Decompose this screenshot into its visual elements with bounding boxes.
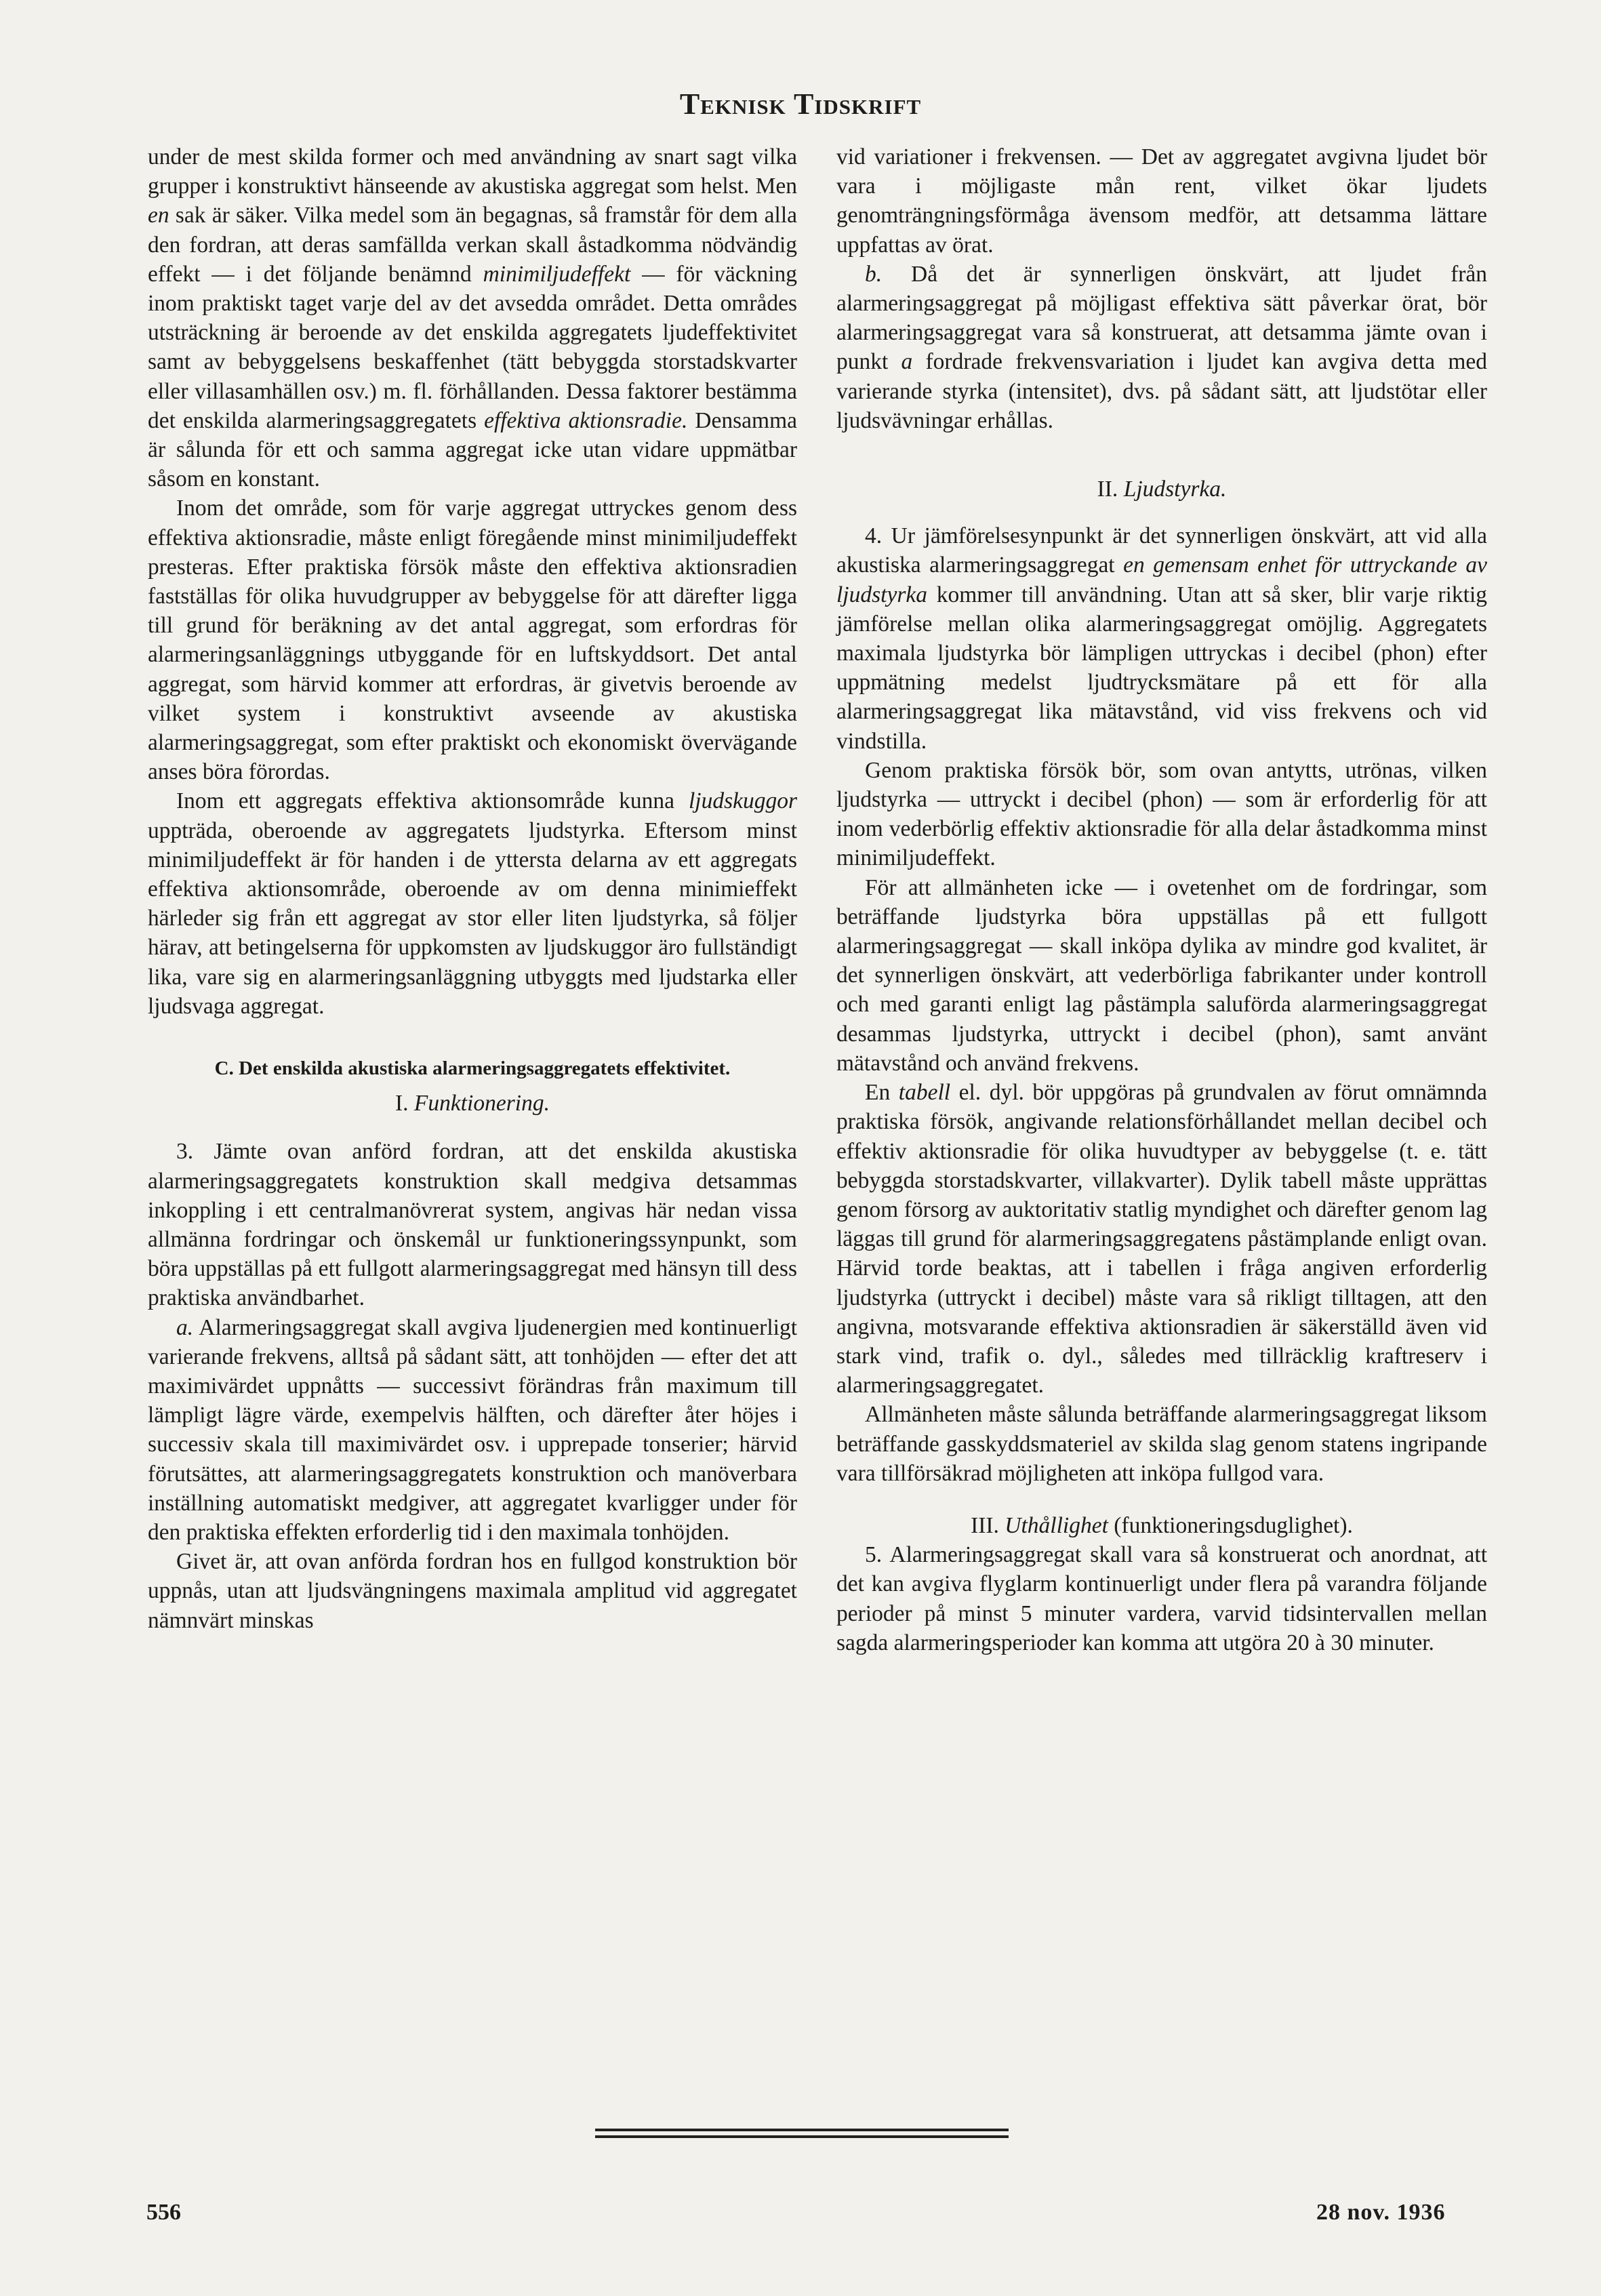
emphasis: en gemensam enhet för uttryckande av ljudstyrka [836,552,1488,607]
subsection-heading [148,1089,797,1118]
item-label: b. [865,261,883,287]
left-column [148,142,797,1635]
text: under de mest skilda former och med användning av snart sagt vilka grupper i konstruktivt hänseende av akustiska aggregat som helst. Men [148,144,797,199]
emphasis: tabell [898,1080,951,1106]
paragraph: vid variationer i frekvensen. — Det av aggregatet avgivna ljudet bör vara i möjligaste mån rent, vilket ökar ljudets genomträngningsförmåga ävensom medför, att detsamma lättare uppfattas av örat. [836,144,1487,258]
paragraph: Givet är, att ovan anförda fordran hos en fullgod konstruktion bör uppnås, utan att ljudsvängningens maximala amplitud vid aggregatet nämnvärt minskas [148,1549,797,1633]
paragraph [148,786,797,1021]
subsection-title: Funktionering. [413,1091,550,1116]
emphasis: ljudskuggor [688,788,798,814]
text: Inom ett aggregats effektiva aktionsområde kunna [176,788,674,814]
paragraph [148,1313,797,1548]
paragraph [148,142,797,494]
subsection-title: Uthållighet [1005,1512,1108,1538]
subsection-heading [836,475,1487,504]
text: Alarmeringsaggregat skall avgiva ljudenergien med kontinuerligt varierande frekvens, alltså på sådant sätt, att tonhöjden — efter det att maximivärdet uppnåtts — successivt förändras från maximum till lämpligt lägre värde, exempelvis hälften, och därefter åter höjes i successiv skala till maximivärdet osv. i upprepade tonserier; härvid förutsättes, att alarmeringsaggregatets konstruktion och manöverbara inställning automatiskt medgiver, att aggregatet kvarligger under för den praktiska effekten erforderlig tid i den maximala tonhöjden. [148,1314,797,1545]
subsection-heading [836,1511,1487,1540]
issue-date: 28 nov. 1936 [1316,2200,1446,2225]
emphasis: minimiljudeffekt [483,261,631,287]
subsection-subtitle: (funktioneringsduglighet). [1114,1512,1353,1538]
subsection-number: I. [395,1091,409,1116]
journal-title: Teknisk Tidskrift [679,87,922,121]
subsection-number: III. [971,1512,999,1538]
paragraph [836,521,1487,756]
text: kommer till användning. Utan att så sker, blir varje riktig jämförelse mellan olika alarmeringsaggregat omöjlig. Aggregatets maximala ljudstyrka bör lämpligen uttryckas i decibel (phon) efter uppmätning medelst ljudtrycksmätare på ett för alla alarmeringsaggregat lika mätavstånd, vid viss frekvens och vid vindstilla. [836,582,1488,754]
text: Densamma är sålunda för ett och samma aggregat icke utan vidare uppmätbar såsom en konstant. [148,407,797,492]
item-label: a. [176,1314,194,1340]
text: el. dyl. bör uppgöras på grundvalen av förut omnämnda praktiska försök, angivande relationsförhållandet mellan decibel och effektiv aktionsradie för olika huvudtyper av bebyggelse (t. e. tätt bebyggda storstadskvarter, villakvarter). Dylik tabell måste upprättas genom försorg av auktoritativ statlig myndighet och därefter genom lag läggas till grund för alarmeringsaggregatens påstämplande enligt ovan. Härvid torde beaktas, att i tabellen i fråga angiven erforderlig ljudstyrka (uttryckt i decibel) måste vara så rikligt tilltagen, att den angivna, motsvarande effektiva aktionsradien är säkerställd även vid stark vind, trafik o. dyl., således med tillräcklig kraftreserv i alarmeringsaggregatet. [836,1080,1488,1398]
text: uppträda, oberoende av aggregatets ljudstyrka. Eftersom minst minimiljudeffekt är för handen i de yttersta delarna av ett aggregats effektiva aktionsområde, oberoende av om denna minimieffekt härleder sig från ett aggregat av stor eller liten ljudstyrka, så följer härav, att betingelserna för uppkomsten av ljudskuggor äro fullständigt lika, vare sig en alarmeringsanläggning utbyggts med ljudstarka eller ljudsvaga aggregat. [148,818,797,1019]
text: En [865,1080,891,1106]
emphasis: a [901,349,913,375]
paragraph: För att allmänheten icke — i ovetenhet om de fordringar, som beträffande ljudstyrka böra uppställas på ett fullgott alarmeringsaggregat — skall inköpa dylika av mindre god kvalitet, är det synnerligen önskvärt, att vederbörliga fabrikanter under kontroll och med garanti enligt lag påstämpla saluförda alarmeringsaggregat desammas ljudstyrka, uttryckt i decibel (phon), samt använt mätavstånd och använd frekvens. [836,874,1487,1076]
emphasis: en [148,203,169,228]
paragraph [836,260,1487,435]
subsection-title: Ljudstyrka. [1123,477,1227,502]
text: Då det är synnerligen önskvärt, att ljudet från alarmeringsaggregat på möjligast effektiva sätt påverkar örat, bör alarmeringsaggregat vara så konstruerat, att detsamma jämte ovan i punkt [836,261,1487,375]
paragraph: Genom praktiska försök bör, som ovan antytts, utrönas, vilken ljudstyrka — uttryckt i decibel (phon) — som är erforderlig för att inom vederbörlig effektiv aktionsradie för alla delar åstadkomma minst minimiljudeffekt. [836,757,1487,871]
right-column [836,142,1487,1657]
paragraph: Inom det område, som för varje aggregat uttryckes genom dess effektiva aktionsradie, måste enligt föregående minst minimiljudeffekt presteras. Efter praktiska försök måste den effektiva aktionsradien fastställas för olika huvudgrupper av bebyggelse för att därefter ligga till grund för beräkning av det antal aggregat, som erfordras för alarmeringsanläggnings utbyggande för en luftskyddsort. Det antal aggregat, som härvid kommer att erfordras, är givetvis beroende av vilket system i konstruktivt avseende av akustiska alarmeringsaggregat, som efter praktiskt och ekonomiskt övervägande anses böra förordas. [148,496,797,785]
text: — för väckning inom praktiskt taget varje del av det avsedda området. Detta områdes utsträckning är beroende av det enskilda aggregatets ljudeffektivitet samt av bebyggelsens beskaffenhet (tätt bebyggda storstadskvarter eller villasamhällen osv.) m. fl. förhållanden. Dessa faktorer bestämma det enskilda alarmeringsaggregatets [148,261,798,433]
page-number: 556 [146,2200,181,2225]
section-heading: C. Det enskilda akustiska alarmeringsaggregatets effektivitet. [214,1058,731,1080]
text: sak är säker. Vilka medel som än begagnas, så framstår för dem alla den fordran, att deras samfällda verkan skall åstadkomma nödvändig effekt — i det följande benämnd [148,203,798,287]
paragraph: Allmänheten måste sålunda beträffande alarmeringsaggregat liksom beträffande gasskyddsmateriel av skilda slag genom statens ingripande vara tillförsäkrad möjligheten att inköpa fullgod vara. [836,1402,1487,1486]
text: fordrade frekvensvariation i ljudet kan avgiva detta med varierande styrka (intensitet), dvs. på sådant sätt, att ljudstötar eller ljudsvävningar erhållas. [836,349,1488,433]
paragraph: 3. Jämte ovan anförd fordran, att det enskilda akustiska alarmeringsaggregatets konstruktion skall medgiva detsammas inkoppling i ett centralmanövrerat system, angivas här nedan vissa allmänna fordringar och önskemål ur funktioneringssynpunkt, som böra uppställas på ett fullgott alarmeringsaggregat med hänsyn till dess praktiska användbarhet. [148,1139,797,1311]
paragraph [836,1078,1487,1400]
footer-rule [595,2135,1009,2138]
text: 4. Ur jämförelsesynpunkt är det synnerligen önskvärt, att vid alla akustiska alarmeringsaggregat [836,523,1487,578]
subsection-number: II. [1097,477,1118,502]
footer-rule [595,2129,1009,2131]
paragraph: 5. Alarmeringsaggregat skall vara så konstruerat och anordnat, att det kan avgiva flyglarm kontinuerligt under flera på varandra följande perioder på minst 5 minuter vardera, varvid tidsintervallen mellan sagda alarmeringsperioder kan komma att utgöra 20 à 30 minuter. [836,1542,1487,1655]
emphasis: effektiva aktionsradie. [484,407,688,433]
